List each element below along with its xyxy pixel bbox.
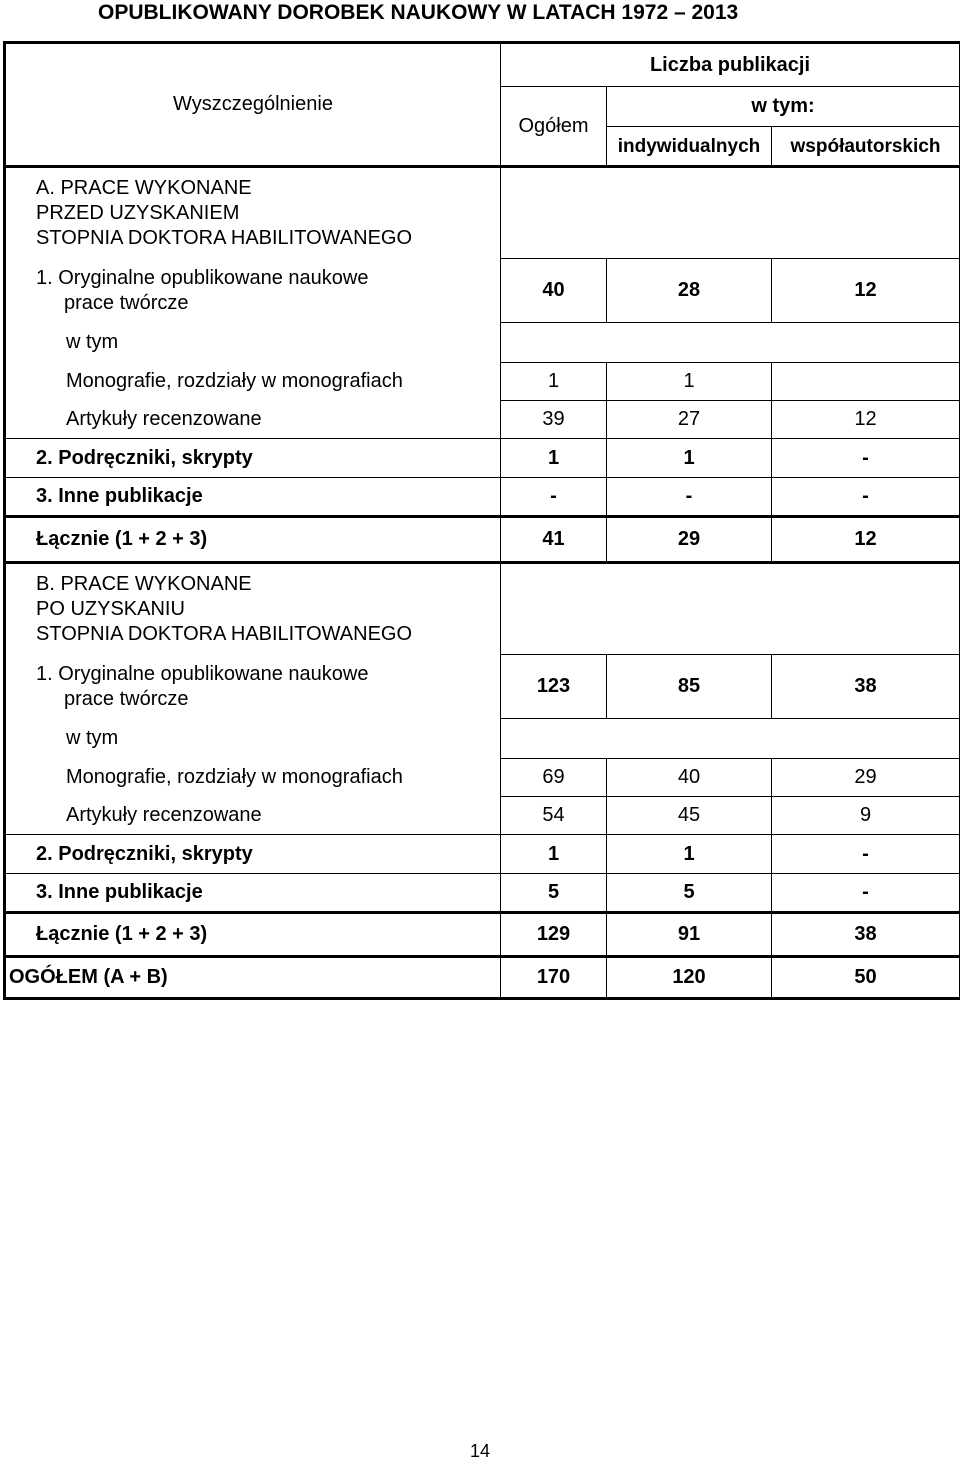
grand-total-label: OGÓŁEM (A + B) xyxy=(5,957,501,999)
section-b-total-wspol: 38 xyxy=(772,913,960,957)
section-a-row1-label: 1. Oryginalne opublikowane naukowe prace twórcze xyxy=(5,259,501,323)
section-a-row3-indyw: - xyxy=(607,478,772,517)
section-a-total-wspol: 12 xyxy=(772,517,960,563)
section-b-total-label: Łącznie (1 + 2 + 3) xyxy=(5,913,501,957)
section-b-wtym: w tym xyxy=(5,719,501,759)
section-a-row2-indyw: 1 xyxy=(607,439,772,478)
page-number: 14 xyxy=(0,1440,960,1462)
section-a-row1-indyw: 28 xyxy=(607,259,772,323)
header-specification: Wyszczególnienie xyxy=(5,43,501,167)
section-b-art-ogolem: 54 xyxy=(501,797,607,835)
section-b-row1-wspol: 38 xyxy=(772,655,960,719)
section-a-row3-wspol: - xyxy=(772,478,960,517)
page-title: OPUBLIKOWANY DOROBEK NAUKOWY W LATACH 1972 – 2013 xyxy=(98,0,878,26)
section-a-art-ogolem: 39 xyxy=(501,401,607,439)
section-b-row2-wspol: - xyxy=(772,835,960,874)
section-a-mono-label: Monografie, rozdziały w monografiach xyxy=(5,363,501,401)
section-b-row1-ogolem: 123 xyxy=(501,655,607,719)
section-b-mono-label: Monografie, rozdziały w monografiach xyxy=(5,759,501,797)
section-a-total-ogolem: 41 xyxy=(501,517,607,563)
section-a-art-wspol: 12 xyxy=(772,401,960,439)
section-a-row3-label: 3. Inne publikacje xyxy=(5,478,501,517)
grand-total-ogolem: 170 xyxy=(501,957,607,999)
section-b-row3-wspol: - xyxy=(772,874,960,913)
grand-total-wspol: 50 xyxy=(772,957,960,999)
section-a-heading: A. PRACE WYKONANE PRZED UZYSKANIEM STOPNIA DOKTORA HABILITOWANEGO xyxy=(5,167,501,259)
section-b-row3-ogolem: 5 xyxy=(501,874,607,913)
section-a-mono-wspol xyxy=(772,363,960,401)
section-b-mono-wspol: 29 xyxy=(772,759,960,797)
section-b-art-wspol: 9 xyxy=(772,797,960,835)
header-liczba-publikacji: Liczba publikacji xyxy=(501,43,960,87)
header-wspolautorskich: współautorskich xyxy=(772,127,960,167)
section-b-mono-indyw: 40 xyxy=(607,759,772,797)
section-b-row2-ogolem: 1 xyxy=(501,835,607,874)
section-b-total-ogolem: 129 xyxy=(501,913,607,957)
section-a-mono-indyw: 1 xyxy=(607,363,772,401)
publications-table xyxy=(3,41,960,1000)
section-a-art-label: Artykuły recenzowane xyxy=(5,401,501,439)
section-a-mono-ogolem: 1 xyxy=(501,363,607,401)
section-b-row3-label: 3. Inne publikacje xyxy=(5,874,501,913)
section-a-row1-ogolem: 40 xyxy=(501,259,607,323)
section-b-art-label: Artykuły recenzowane xyxy=(5,797,501,835)
section-b-total-indyw: 91 xyxy=(607,913,772,957)
section-b-row2-label: 2. Podręczniki, skrypty xyxy=(5,835,501,874)
section-b-row3-indyw: 5 xyxy=(607,874,772,913)
section-b-row1-indyw: 85 xyxy=(607,655,772,719)
section-a-art-indyw: 27 xyxy=(607,401,772,439)
section-a-row2-wspol: - xyxy=(772,439,960,478)
section-b-row1-label: 1. Oryginalne opublikowane naukowe prace twórcze xyxy=(5,655,501,719)
section-a-row3-ogolem: - xyxy=(501,478,607,517)
section-b-heading: B. PRACE WYKONANE PO UZYSKANIU STOPNIA DOKTORA HABILITOWANEGO xyxy=(5,563,501,655)
header-indywidualnych: indywidualnych xyxy=(607,127,772,167)
section-a-row1-wspol: 12 xyxy=(772,259,960,323)
section-a-row2-ogolem: 1 xyxy=(501,439,607,478)
section-b-row2-indyw: 1 xyxy=(607,835,772,874)
section-a-wtym: w tym xyxy=(5,323,501,363)
section-b-mono-ogolem: 69 xyxy=(501,759,607,797)
section-a-row2-label: 2. Podręczniki, skrypty xyxy=(5,439,501,478)
section-a-total-indyw: 29 xyxy=(607,517,772,563)
grand-total-indyw: 120 xyxy=(607,957,772,999)
header-ogolem: Ogółem xyxy=(501,87,607,167)
section-b-art-indyw: 45 xyxy=(607,797,772,835)
section-a-total-label: Łącznie (1 + 2 + 3) xyxy=(5,517,501,563)
header-w-tym: w tym: xyxy=(607,87,960,127)
